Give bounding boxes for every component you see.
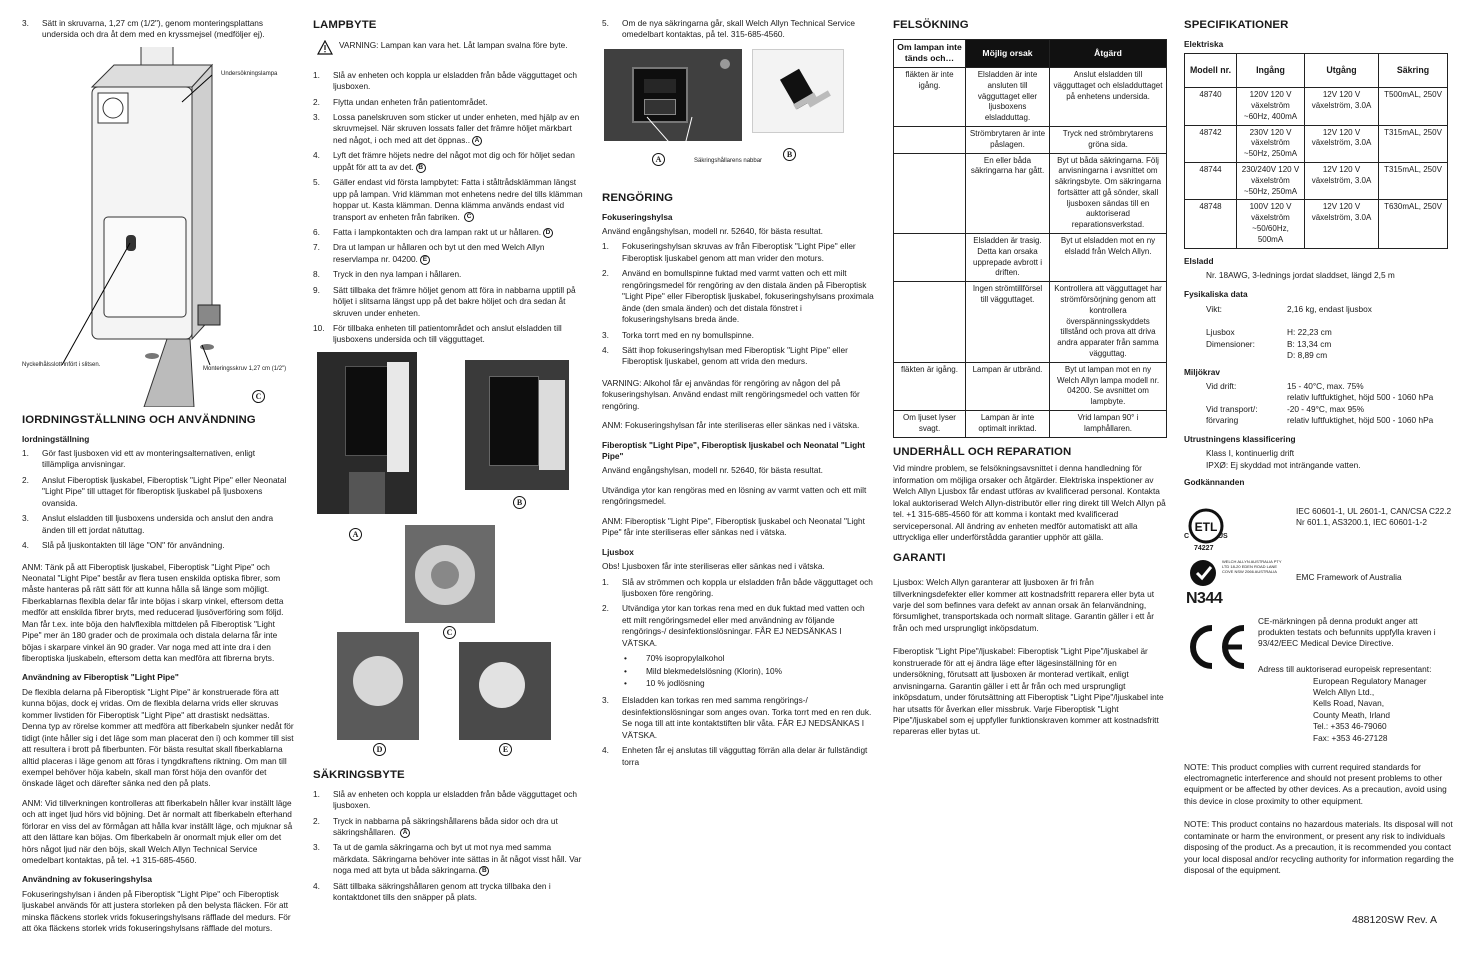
cell: En eller båda säkringarna har gått.	[966, 153, 1050, 234]
emc-text: EMC Framework of Australia	[1296, 571, 1402, 582]
table-row	[894, 362, 1167, 410]
fuse-step-text: Tryck in nabbarna på säkringshållarens båda sidor och dra ut säkringshållaren.	[333, 815, 558, 837]
lamp-step: 6. Fatta i lampkontakten och dra lampan rakt ut ur hållaren. D	[313, 227, 583, 238]
table-header-row	[1185, 54, 1448, 88]
cell: 230V 120 V växelström ~50Hz, 250mA	[1237, 125, 1305, 162]
transport-label: Vid transport/:	[1206, 403, 1258, 414]
section-heading-setup: IORDNINGSTÄLLNING OCH ANVÄNDNING	[22, 413, 256, 426]
note-no-sterilize-cables: ANM: Fiberoptisk "Light Pipe", Fiberoptisk ljuskabel och Neonatal "Light Pipe" får inte steriliseras eller sänkas ned i vätska.	[602, 515, 865, 538]
lamp-step-text: Slå av enheten och koppla ur elsladden från både vägguttaget och ljusboxen.	[333, 69, 578, 92]
cell: 12V 120 V växelström, 3.0A	[1305, 125, 1379, 162]
mount-figure	[22, 47, 294, 407]
lamp-steps	[313, 70, 583, 346]
warning-text: VARNING: Lampan kan vara het. Låt lampan svalna före byte.	[339, 39, 568, 50]
mount-step-3-text: Sätt in skruvarna, 1,27 cm (1/2"), genom monteringsplattans undersida och dra åt dem med en kryssmejsel (medföljer ej).	[42, 18, 265, 40]
cell: 12V 120 V växelström, 3.0A	[1305, 88, 1379, 125]
etl-logo	[1186, 508, 1228, 554]
column-header: Utgång	[1305, 54, 1379, 88]
cell: Byt ut lampan mot en ny Welch Allyn lampa modell nr. 04200. Se avsnittet om lampbyte.	[1050, 362, 1167, 410]
lamp-step: 10. För tillbaka enheten till patientområdet och anslut elsladden till ljusboxens undersida och till vägguttaget.	[313, 323, 562, 345]
ipx-line: IPXØ: Ej skyddad mot inträngande vatten.	[1206, 459, 1361, 470]
troubleshooting-table	[893, 39, 1167, 438]
cleaning-step-text: Använd en bomullspinne fuktad med varmt vatten och ett milt rengöringsmedel för rengöring av den distala änden på Fiberoptisk "Light Pipe" eller Fiberoptisk ljuskabel, fokuseringshylsans proximala ände (den smala änden) och det distala fönstret i fokuseringshylsans breda ände.	[622, 268, 874, 325]
figure-letter-c: C	[252, 390, 265, 403]
ce-mark-icon	[1184, 620, 1248, 674]
cleaning-step-text: Fokuseringshylsan skruvas av från Fiberoptisk "Light Pipe" eller Fiberoptisk ljuskabel genom att man vrider den moturs.	[622, 241, 856, 263]
fuse-step-5-text: Om de nya säkringarna går, skall Welch Allyn Technical Service omedelbart kontaktas, på tel. 315-685-4560.	[622, 18, 856, 40]
disinfectant-item: • Mild blekmedelslösning (Klorin), 10%	[624, 666, 874, 677]
section-heading-specifications: SPECIFIKATIONER	[1184, 19, 1289, 31]
lamp-step-text: Flytta undan enheten från patientområdet.	[333, 96, 488, 107]
cell: Tryck ned strömbrytarens gröna sida.	[1050, 126, 1167, 153]
subheading-focus-sleeve: Användning av fokuseringshylsa	[22, 874, 153, 885]
section-heading-troubleshooting: FELSÖKNING	[893, 19, 969, 31]
subheading-setup: Iordningställning	[22, 433, 90, 444]
mount-step-3: 3. Sätt in skruvarna, 1,27 cm (1/2"), genom monteringsplattans undersida och dra åt dem med en kryssmejsel (medföljer ej).	[22, 18, 265, 40]
note-fiber-inspection: ANM: Vid tillverkningen kontrolleras att fiberkabeln håller kvar inställt läge och att inget ljud hörs vid böjning. Det är normalt att fiberkabeln efterhand förlorar en viss del av förmågan att hålla kvar inställt läge, och mjuknar så att den lättare kan böjas. Om fiberkabeln är onormalt mjuk eller om det hörs något ljud när den böjs, skall Welch Allyn Technical Service omedelbart kontaktas, på tel. +1 315-685-4560.	[22, 797, 293, 866]
paragraph-lightbox-note: Obs! Ljusboxen får inte steriliseras eller sänkas ned i vätska.	[602, 561, 825, 572]
dimensions-row	[1184, 350, 1454, 361]
dimension-depth: D: 8,89 cm	[1287, 350, 1328, 361]
warning-hot-lamp	[313, 40, 583, 58]
cell: Elsladden är trasig. Detta kan orsaka upprepade avbrott i driften.	[966, 234, 1050, 282]
table-row	[894, 67, 1167, 126]
subheading-cables: Fiberoptisk "Light Pipe", Fiberoptisk ljuskabel och Neonatal "Light Pipe"	[602, 439, 866, 462]
paragraph-cables-exterior: Utvändiga ytor kan rengöras med en lösning av varmt vatten och ett milt rengöringsmedel.	[602, 484, 867, 507]
table-row	[894, 126, 1167, 153]
ref-marker: E	[420, 255, 430, 265]
electrical-spec-table	[1184, 53, 1448, 248]
weight-label: Vikt:	[1206, 303, 1222, 314]
cell: Byt ut båda säkringarna. Följ anvisningarna i avsnittet om säkringsbyte. Om säkringarna fortsätter att gå sönder, skall ljusboxen sändas till en auktoriserad reparationsverkstad.	[1050, 153, 1167, 234]
etl-mark-icon	[1186, 508, 1228, 548]
ref-marker: D	[543, 228, 553, 238]
note-emi: NOTE: This product complies with current required standards for electromagnetic interference and should not present problems to other equipment or be affected by other devices. As a precaution, avoid using this device in close proximity to other equipment.	[1184, 761, 1447, 806]
transport-row	[1184, 404, 1454, 415]
lightbox-step: 1. Slå av strömmen och koppla ur elsladden från både vägguttaget och ljusboxen före rengöring.	[602, 576, 873, 598]
mounting-screw-label: Monteringsskruv 1,27 cm (1/2")	[203, 365, 287, 372]
cell: Strömbrytaren är inte påslagen.	[966, 126, 1050, 153]
etl-us-label: US	[1218, 532, 1228, 540]
lightbox-step-text: Elsladden kan torkas ren med samma rengörings-/ desinfektionslösningar som anges ovan. Torka torrt med en ren duk. Se noga till att inte kontaktstiften blir våta. FÅR EJ NEDSÄNKAS I VÄTSKA.	[622, 695, 872, 740]
setup-step-text: Anslut elsladden till ljusboxens undersida och anslut den andra änden till ett jordat nätuttag.	[42, 513, 274, 535]
c-tick-icon	[1188, 558, 1218, 588]
column-4	[893, 18, 1167, 746]
transport-value: -20 - 49°C, max 95%	[1287, 403, 1365, 414]
cleaning-step: 4. Sätt ihop fokuseringshylsan med Fiberoptisk "Light Pipe" eller Fiberoptisk ljuskabel, genom att vrida den medurs.	[602, 344, 848, 367]
column-2	[313, 18, 583, 910]
address-line: Kells Road, Navan,	[1313, 698, 1385, 709]
disinfectant-list	[624, 653, 874, 689]
table-row	[1185, 125, 1448, 162]
operating-label: Vid drift:	[1206, 381, 1237, 392]
photo-d	[337, 632, 419, 740]
subheading-environment: Miljökrav	[1184, 366, 1220, 377]
lightbox-label: Ljusbox	[1206, 327, 1235, 338]
dimension-width: B: 13,34 cm	[1287, 338, 1332, 349]
power-cord-spec: Nr. 18AWG, 3-lednings jordat sladdset, längd 2,5 m	[1206, 269, 1395, 280]
subheading-classification: Utrustningens klassificering	[1184, 433, 1296, 444]
table-row	[1185, 88, 1448, 125]
setup-step-text: Gör fast ljusboxen vid ett av monteringsalternativen, enligt tillämpliga anvisningar.	[42, 448, 256, 470]
photo-fuses	[752, 49, 844, 133]
lamp-step-text: Dra ut lampan ur hållaren och byt ut den med Welch Allyn reservlampa nr. 04200.	[333, 242, 545, 264]
lamp-step: 1. Slå av enheten och koppla ur elsladden från både vägguttaget och ljusboxen.	[313, 69, 578, 92]
operating-row	[1184, 392, 1454, 403]
cell: T630mAL, 250V	[1379, 200, 1448, 248]
ref-marker: B	[416, 163, 426, 173]
photo-e	[459, 642, 551, 740]
subheading-lightbox: Ljusbox	[602, 546, 634, 557]
fuse-step: 1. Slå av enheten och koppla ur elsladden från både vägguttaget och ljusboxen.	[313, 788, 578, 811]
lamp-step-text: Fatta i lampkontakten och dra lampan rakt ut ur hållaren.	[333, 226, 541, 237]
dimension-height: H: 22,23 cm	[1287, 327, 1332, 338]
paragraph-warranty-lightbox: Ljusbox: Welch Allyn garanterar att ljusboxen är fri från tillverkningsdefekter eller kommer att kostnadsfritt reparera eller byta ut varje del som befinnes vara defekt av annan orsak än felanvändning, försumlighet, transportskada och normalt slitage. Garantin gäller i ett år från och med ursprungligt inköpsdatum.	[893, 577, 1155, 633]
ce-logo	[1184, 620, 1248, 674]
cell: 48748	[1185, 200, 1237, 248]
fuse-step-5: 5. Om de nya säkringarna går, skall Welch Allyn Technical Service omedelbart kontaktas, på tel. 315-685-4560.	[602, 18, 856, 40]
cell: 12V 120 V växelström, 3.0A	[1305, 162, 1379, 199]
etl-number: 74227	[1194, 544, 1214, 552]
section-heading-maintenance: UNDERHÅLL OCH REPARATION	[893, 445, 1072, 458]
dimensions-label: Dimensioner:	[1206, 338, 1255, 349]
column-header: Om lampan inte tänds och…	[894, 39, 966, 67]
subheading-light-pipe: Användning av Fiberoptisk "Light Pipe"	[22, 672, 179, 683]
ref-marker: A	[472, 136, 482, 146]
ref-marker: C	[464, 212, 474, 222]
fuse-step: 2. Tryck in nabbarna på säkringshållarens båda sidor och dra ut säkringshållaren. A	[313, 815, 558, 837]
subheading-electrical: Elektriska	[1184, 38, 1224, 49]
lamp-step: 8. Tryck in den nya lampan i hållaren.	[313, 269, 462, 280]
lightbox-step-text: Utvändiga ytor kan torkas rena med en duk fuktad med vatten och ett milt rengöringsmedel eller med användning av följande rengörings-/ desinfektionslösningar. FÅR EJ NEDSÄNKAS I VÄTSKA.	[622, 603, 865, 648]
paragraph-maintenance: Vid mindre problem, se felsökningsavsnittet i denna handledning för information om möjliga orsaker och åtgärder. Elektriska inspektioner av Welch Allyn Ljusbox får endast utföras av kvalificerad personal. Kontakta lokal auktoriserad Welch Allyn-distributör eller ring direkt till Welch Allyn på tel. +1 315-685-4560 för att komma i kontakt med kvalificerad servicepersonal. All ändring av enheten medför automatiskt att alla uttryckliga eller underförstådda garantier upphör att gälla.	[893, 463, 1166, 542]
paragraph-focus-sleeve: Fokuseringshylsan i änden på Fiberoptisk "Light Pipe" och Fiberoptisk ljuskabel används för att justera storleken på den belysta fläcken. För att minska fläckens storlek vrids fokuseringshylsans räfflade del medurs. För att öka fläckens storlek vrids fokuseringshylsans räfflade del moturs.	[22, 888, 291, 934]
cell: Lampan är inte optimalt inriktad.	[966, 411, 1050, 438]
paragraph-warranty-cable: Fiberoptisk "Light Pipe"/ljuskabel: Fiberoptisk "Light Pipe"/ljuskabel är konstruerade för att ej ändra läge efter lägesinställning för en undersökning, förutsatt att ljusboxen är monterad vertikalt, enligt anvisningarna. Garantin gäller i ett år från och med ursprungligt inköpsdatum, under förutsättning att Fiberoptisk "Light Pipe"/ljuskabel inte har utsatts för åverkan eller missbruk. Varje Fiberoptisk "Light Pipe"/ljuskabel som ej uppfyller funktionskraven kommer att kostnadsfritt repareras eller bytas ut.	[893, 646, 1164, 737]
cell: 100V 120 V växelström ~50/60Hz, 500mA	[1237, 200, 1305, 248]
table-header-row	[894, 39, 1167, 67]
cleaning-step: 3. Torka torrt med en ny bomullspinne.	[602, 329, 754, 340]
lamp-step-text: För tillbaka enheten till patientområdet och anslut elsladden till ljusboxens undersida och till vägguttaget.	[333, 323, 562, 345]
section-heading-fuse-replacement: SÄKRINGSBYTE	[313, 768, 405, 781]
lamp-step: 4. Lyft det främre höjets nedre del något mot dig och för höljet sedan uppåt för att ta av det. B	[313, 150, 575, 172]
sleeve-cleaning-steps	[602, 241, 874, 367]
ce-text: CE-märkningen på denna produkt anger att produkten testats och befunnits uppfylla kraven i 93/42/EEC Medical Device Directive.	[1258, 615, 1436, 649]
cell: T315mAL, 250V	[1379, 125, 1448, 162]
lamp-step-text: Tryck in den nya lampan i hållaren.	[333, 269, 462, 280]
photo-b	[465, 360, 569, 490]
fuse-steps	[313, 789, 583, 904]
table-row	[894, 153, 1167, 234]
lamp-step-text: Lyft det främre höjets nedre del något mot dig och för höljet sedan uppåt för att ta av det.	[333, 150, 575, 172]
lamp-step: 2. Flytta undan enheten från patientområdet.	[313, 96, 488, 107]
column-header: Ingång	[1237, 54, 1305, 88]
lightbox-step: 4. Enheten får ej anslutas till vägguttag förrän alla delar är fullständigt torra	[602, 745, 868, 767]
approvals-block	[1184, 492, 1454, 754]
paragraph-disposable-sleeve: Använd engångshylsan, modell nr. 52640, för bästa resultat.	[602, 226, 823, 237]
cell: fläkten är inte igång.	[894, 67, 966, 126]
cell: T315mAL, 250V	[1379, 162, 1448, 199]
table-row	[894, 234, 1167, 282]
lamp-photos	[313, 352, 583, 760]
fuse-step-text: Sätt tillbaka säkringshållaren genom att trycka tillbaka den i kontaktdonet tills den snäpper på plats.	[333, 880, 551, 903]
cell: Kontrollera att vägguttaget har strömförsörjning genom att kontrollera överspänningsskyddets tillstånd och prova att driva andra apparater från samma vägguttag.	[1050, 282, 1167, 363]
keyhole-slot-label: Nyckelhålsslott infört i slitsen.	[22, 361, 101, 368]
cell: Vrid lampan 90° i lamphållaren.	[1050, 411, 1167, 438]
lamp-step: 3. Lossa panelskruven som sticker ut under enheten, med hjälp av en skruvmejsel. När skruven lossats faller det främre höljet märkbart ned något, i och med att det öppnas.. A	[313, 112, 580, 145]
etl-c-label: C	[1184, 532, 1190, 540]
address-line: European Regulatory Manager	[1313, 675, 1427, 686]
fuse-caption: Säkringshållarens nabbar	[694, 157, 763, 164]
cell: 48744	[1185, 162, 1237, 199]
setup-step: 3. Anslut elsladden till ljusboxens undersida och anslut den andra änden till ett jordat nätuttag.	[22, 513, 274, 535]
address-line: Tel.: +353 46-79060	[1313, 721, 1387, 732]
cleaning-step: 1. Fokuseringshylsan skruvas av från Fiberoptisk "Light Pipe" eller Fiberoptisk ljuskabel genom att man vrider den moturs.	[602, 241, 856, 263]
lightbox-cleaning-steps	[602, 577, 874, 650]
n344-mark: N344	[1186, 589, 1223, 607]
operating-humidity: relativ luftfuktighet, höjd 500 - 1060 hPa	[1287, 392, 1434, 403]
address-line: Fax: +353 46-27128	[1313, 732, 1388, 743]
subheading-focus-sleeve-cleaning: Fokuseringshylsa	[602, 211, 673, 222]
lightbox-mount-drawing	[22, 47, 294, 407]
note-no-sterilize-sleeve: ANM: Fokuseringshylsan får inte steriliseras eller sänkas ned i vätska.	[602, 420, 860, 431]
cleaning-step-text: Sätt ihop fokuseringshylsan med Fiberoptisk "Light Pipe" eller Fiberoptisk ljuskabel, genom att vrida den medurs.	[622, 344, 848, 367]
cell: T500mAL, 250V	[1379, 88, 1448, 125]
lightbox-cleaning-steps-2	[602, 695, 874, 768]
cell	[894, 126, 966, 153]
storage-label: förvaring	[1206, 415, 1239, 426]
lamp-step: 9. Sätt tillbaka det främre höljet genom att föra in nabbarna upptill på höljet i slitsarna längst upp på det bakre höljet och dra sedan åt skruven under enheten.	[313, 284, 576, 318]
subheading-approvals: Godkännanden	[1184, 477, 1245, 488]
ref-marker: A	[400, 828, 410, 838]
note-fiber-handling: ANM: Tänk på att Fiberoptisk ljuskabel, Fiberoptisk "Light Pipe" och Neonatal "Light Pipe" består av flera tusen enskilda optiska fibrer, som måste hanteras på rätt sätt för att kunna hålla så länge som möjligt. Fiberkablarnas flexibla delar får inte böjas i skarp vinkel, eftersom detta medför att enskilda fibrer bryts, med reducerad ljusöverföring som följd. Man får t.ex. inte böja den halvflexibla mittdelen på Fiberoptisk "Light Pipe" mer än 180 grader och de proximala och distala delarna får inte böjas i skarpare vinkel än 90 grader. Var noga med att inte dra i den fiberoptiska ljuskabeln, eftersom detta kan medföra att fibrerna bryts.	[22, 561, 284, 664]
setup-step: 4. Slå på ljuskontakten till läge "ON" för användning.	[22, 540, 225, 551]
lamp-step-text: Gäller endast vid första lampbytet: Fatta i ståltrådsklämman längst upp på lampan. Vrid klämman mot enhetens nedre del tills klämman hoppar ut. Kasta klämman. Denna klämma används endast vid transport av enheten från fabriken.	[333, 177, 583, 222]
weight-value: 2,16 kg, endast ljusbox	[1287, 303, 1372, 314]
cell: 48740	[1185, 88, 1237, 125]
section-heading-lamp-replacement: LAMPBYTE	[313, 19, 377, 31]
photo-letter-e: E	[499, 743, 512, 756]
subheading-physical: Fysikaliska data	[1184, 289, 1248, 300]
lamp-step-text: Sätt tillbaka det främre höljet genom att föra in nabbarna upptill på höljet i slitsarna längst upp på det bakre höljet och dra sedan åt skruven under enheten.	[333, 284, 576, 318]
lightbox-step-text: Enheten får ej anslutas till vägguttag förrän alla delar är fullständigt torra	[622, 745, 868, 767]
cell: Anslut elsladden till vägguttaget och elsladduttaget på enhetens undersida.	[1050, 67, 1167, 126]
warning-triangle-icon	[317, 40, 333, 55]
lightbox-step-text: Slå av strömmen och koppla ur elsladden från både vägguttaget och ljusboxen före rengöring.	[622, 576, 873, 598]
setup-step: 2. Anslut Fiberoptisk ljuskabel, Fiberoptisk "Light Pipe" eller Neonatal "Light Pipe" till uttaget för fiberoptisk ljuskabel på ljusboxens ovansida.	[22, 474, 287, 508]
column-header: Modell nr.	[1185, 54, 1237, 88]
fuse-letter-a: A	[652, 153, 665, 166]
lightbox-step: 3. Elsladden kan torkas ren med samma rengörings-/ desinfektionslösningar som anges ovan. Torka torrt med en ren duk. Se noga till att inte kontaktstiften blir våta. FÅR EJ NEDSÄNKAS I VÄTSKA.	[602, 695, 872, 740]
photo-letter-d: D	[373, 743, 386, 756]
cell: Lampan är utbränd.	[966, 362, 1050, 410]
eu-rep-intro: Adress till auktoriserad europeisk representant:	[1258, 663, 1432, 674]
fuse-step: 4. Sätt tillbaka säkringshållaren genom att trycka tillbaka den i kontaktdonet tills den snäpper på plats.	[313, 880, 551, 903]
storage-row	[1184, 415, 1454, 426]
table-row	[894, 282, 1167, 363]
cell: 48742	[1185, 125, 1237, 162]
photo-c	[405, 525, 495, 623]
table-row	[1185, 200, 1448, 248]
cell: Om ljuset lyser svagt.	[894, 411, 966, 438]
column-5	[1184, 18, 1454, 884]
column-header: Åtgärd	[1050, 39, 1167, 67]
fuse-step-text: Ta ut de gamla säkringarna och byt ut mot nya med samma märkdata. Säkringarna behöver inte sättas in åt något visst håll. Var noga med att byta ut båda säkringarna.	[333, 842, 582, 876]
fuse-step: 3. Ta ut de gamla säkringarna och byt ut mot nya med samma märkdata. Säkringarna behöver inte sättas in åt något visst håll. Var noga med att byta ut båda säkringarna. B	[313, 842, 582, 876]
address-line: County Meath, Irland	[1313, 709, 1391, 720]
setup-step-text: Anslut Fiberoptisk ljuskabel, Fiberoptisk "Light Pipe" eller Neonatal "Light Pipe" till uttaget för fiberoptisk ljuskabel på ljusboxens ovansida.	[42, 474, 287, 508]
cell	[894, 234, 966, 282]
paragraph-cables-sleeve: Använd engångshylsan, modell nr. 52640, för bästa resultat.	[602, 465, 823, 476]
dimensions-row	[1184, 339, 1454, 350]
cell: 12V 120 V växelström, 3.0A	[1305, 200, 1379, 248]
lamp-step: 5. Gäller endast vid första lampbytet: Fatta i ståltrådsklämman längst upp på lampan. Vrid klämman mot enhetens nedre del tills klämman hoppar ut. Kasta klämman. Denna klämma används endast vid transport av enheten från fabriken. C	[313, 177, 583, 222]
column-header: Möjlig orsak	[966, 39, 1050, 67]
fuse-callout-lines	[602, 47, 762, 157]
paragraph-light-pipe: De flexibla delarna på Fiberoptisk "Light Pipe" är konstruerade föra att kunna böjas, dock ej vridas. Om de flexibla delarna vrids eller skruvas kommer livstiden för Fiberoptisk "Light Pipe" att drastiskt nedsättas. Denna typ av rörelse kommer att medföra att fiberkabeln sjunker nedåt för tidigt (inte håller sig i det läge som man placerat den i) och kommer till sist att resultera i brott på fiberbunten. För bästa resultat skall fiberkablarna alltid placeras i läge genom att föras i tyngdkraftens riktning. Om man till exempel behöver höja kabeln, skall man först höja den ovanför det önskade läget och därefter sänka ned den på plats.	[22, 686, 294, 789]
storage-value: relativ luftfuktighet, höjd 500 - 1060 hPa	[1287, 415, 1434, 426]
cell: 230/240V 120 V växelström ~50Hz, 250mA	[1237, 162, 1305, 199]
section-heading-cleaning: RENGÖRING	[602, 191, 674, 204]
cleaning-step-text: Torka torrt med en ny bomullspinne.	[622, 329, 754, 340]
fuse-figure	[602, 47, 874, 167]
document-revision: 488120SW Rev. A	[1352, 914, 1438, 926]
dimensions-row	[1184, 327, 1454, 338]
column-3	[602, 18, 874, 774]
table-row	[1185, 162, 1448, 199]
subheading-power-cord: Elsladd	[1184, 255, 1214, 266]
cleaning-step: 2. Använd en bomullspinne fuktad med varmt vatten och ett milt rengöringsmedel för rengöring av den distala änden på Fiberoptisk "Light Pipe" eller Fiberoptisk ljuskabel, fokuseringshylsans proximala ände (den smala änden) och det distala fönstret i fokuseringshylsans breda ände.	[602, 268, 874, 325]
cell: fläkten är igång.	[894, 362, 966, 410]
address-line: Welch Allyn Ltd.,	[1313, 686, 1375, 697]
cell: Byt ut elsladden mot en ny elsladd från Welch Allyn.	[1050, 234, 1167, 282]
setup-steps	[22, 448, 294, 552]
photo-a	[317, 352, 417, 514]
lightbox-step: 2. Utvändiga ytor kan torkas rena med en duk fuktad med vatten och ett milt rengöringsmedel eller med användning av följande rengörings-/ desinfektionslösningar. FÅR EJ NEDSÄNKAS I VÄTSKA.	[602, 603, 865, 648]
lamp-step-text: Lossa panelskruven som sticker ut under enheten, med hjälp av en skruvmejsel. När skruven lossats faller det främre höljet märkbart ned något, i och med att det öppnas..	[333, 112, 580, 145]
column-header: Säkring	[1379, 54, 1448, 88]
disinfectant-item: • 10 % jodlösning	[624, 678, 874, 689]
eu-rep-address	[1313, 676, 1463, 745]
fuse-step-text: Slå av enheten och koppla ur elsladden från både vägguttaget och ljusboxen.	[333, 788, 578, 811]
disinfectant-item: • 70% isopropylalkohol	[624, 653, 874, 664]
etl-standards-text: IEC 60601-1, UL 2601-1, CAN/CSA C22.2 Nr 601.1, AS3200.1, IEC 60601-1-2	[1296, 505, 1452, 527]
cell	[894, 153, 966, 234]
note-disposal: NOTE: This product contains no hazardous materials. Its disposal will not contaminate or harm the environment, or present any risk to individuals disposing of the product. As a precaution, it is recommended you contact your local disposal and/or recycling authority for information regarding the disposal of the equipment.	[1184, 819, 1454, 876]
weight-row	[1184, 304, 1454, 315]
class-line: Klass I, kontinuerlig drift	[1206, 448, 1295, 459]
fuse-letter-b: B	[783, 148, 796, 161]
warning-alcohol: VARNING: Alkohol får ej användas för rengöring av någon del på fokuseringshylsan. Använd endast milt rengöringsmedel och vatten för rengöring.	[602, 377, 860, 411]
table-row	[894, 411, 1167, 438]
photo-letter-b: B	[513, 496, 526, 509]
cell	[894, 282, 966, 363]
c-tick-address: WELCH ALLYN AUSTRALIA PTY LTD 18-20 EDEN ROAD LANE COVE NSW 2066 AUSTRALIA	[1222, 558, 1282, 574]
photo-letter-a: A	[349, 528, 362, 541]
exam-lamp-label: Undersökningslampa	[221, 70, 278, 77]
section-heading-warranty: GARANTI	[893, 552, 946, 565]
cell: Ingen strömtillförsel till vägguttaget.	[966, 282, 1050, 363]
setup-step: 1. Gör fast ljusboxen vid ett av monteringsalternativen, enligt tillämpliga anvisningar.	[22, 448, 256, 470]
photo-letter-c: C	[443, 626, 456, 639]
operating-value: 15 - 40°C, max. 75%	[1287, 381, 1364, 392]
lamp-step: 7. Dra ut lampan ur hållaren och byt ut den med Welch Allyn reservlampa nr. 04200. E	[313, 242, 545, 264]
ref-marker: B	[479, 866, 489, 876]
cell: 120V 120 V växelström ~60Hz, 400mA	[1237, 88, 1305, 125]
cell: Elsladden är inte ansluten till vägguttaget eller ljusboxens elsladduttag.	[966, 67, 1050, 126]
operating-row	[1184, 381, 1454, 392]
setup-step-text: Slå på ljuskontakten till läge "ON" för användning.	[42, 540, 225, 551]
svg-text:ETL: ETL	[1194, 519, 1218, 534]
column-1	[22, 18, 294, 943]
c-tick-logo	[1188, 558, 1218, 588]
